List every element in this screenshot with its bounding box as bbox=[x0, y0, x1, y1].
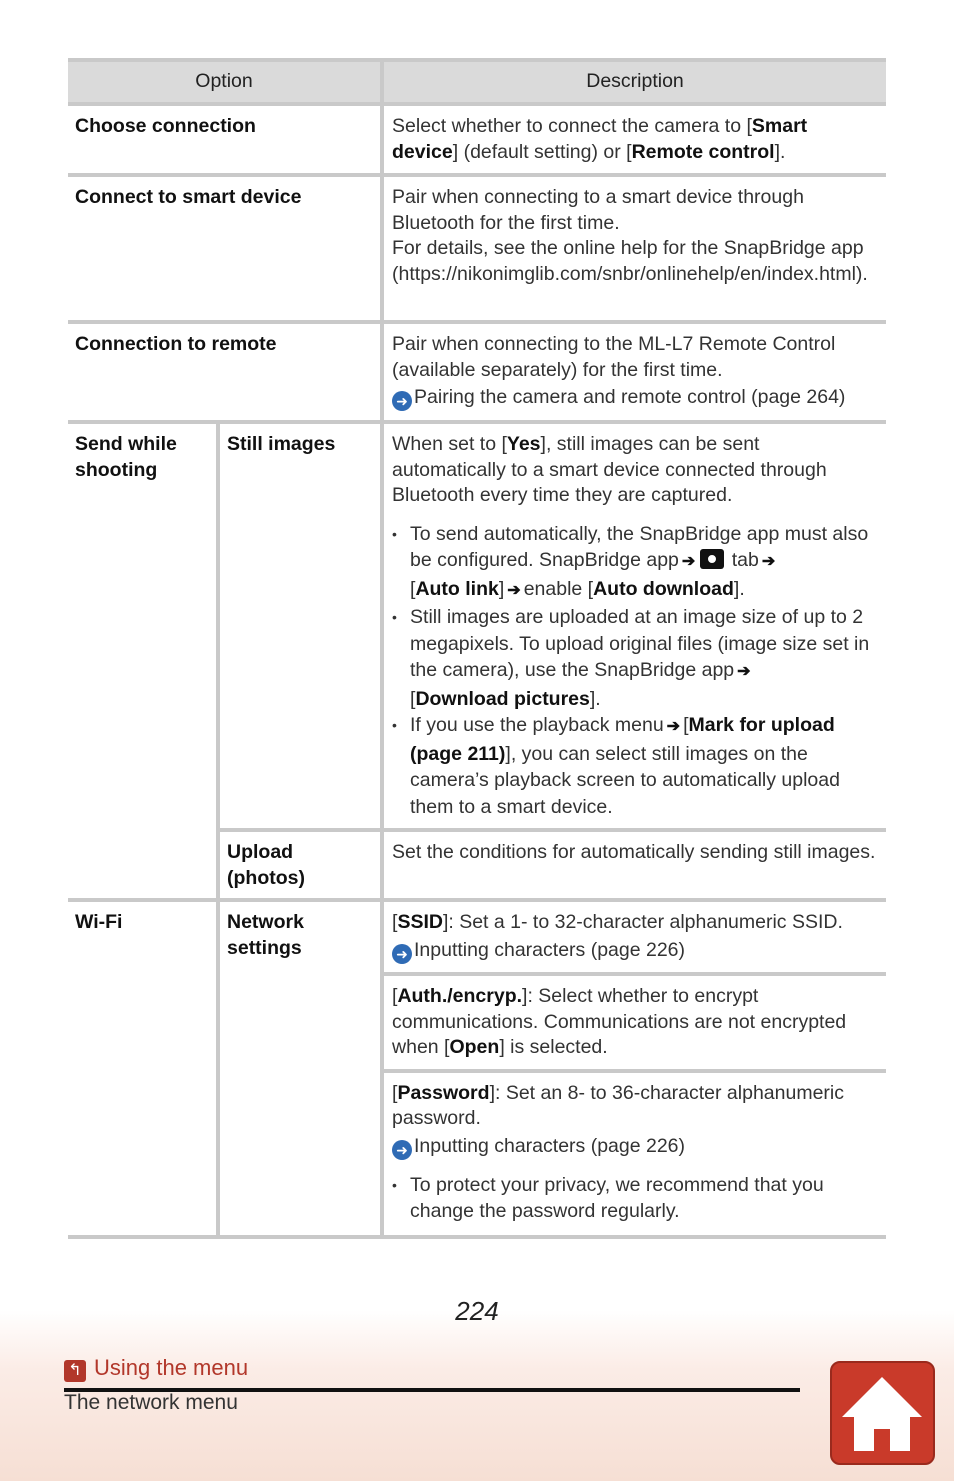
table-row bbox=[68, 322, 886, 422]
right-arrow-icon: ➔ bbox=[507, 581, 521, 599]
description-still-images: When set to [Yes], still images can be sent automatically to a smart device connected through Bluetooth every time they are captured. • To send automatically, the SnapBridge app must also be configured. SnapBridge app ➔ tab ➔ [Auto link] ➔ enable [Auto download]. • Still images are uploaded at an image size of up to 2 megapixels. To upload original files (image size set in the camera), use the SnapBridge app ➔ [Download pictures]. • If you use the playback menu ➔ [Mark for upload (page 211)], you can select still images on the camera’s playback screen to automatically upload them to a smart device. bbox=[382, 422, 886, 830]
sub-option-network-settings: Network settings bbox=[218, 900, 382, 1237]
option-wifi: Wi-Fi bbox=[68, 900, 218, 1237]
pairing-link[interactable]: ➜ Pairing the camera and remote control (page 264) bbox=[392, 385, 878, 411]
footer-subsection: The network menu bbox=[64, 1391, 238, 1414]
footer-section-label: Using the menu bbox=[94, 1355, 249, 1380]
table-row bbox=[68, 900, 886, 974]
sub-option-still-images: Still images bbox=[218, 422, 382, 830]
home-icon bbox=[832, 1363, 933, 1463]
description-connection-to-remote: Pair when connecting to the ML-L7 Remote Control (available separately) for the first time. ➜ Pairing the camera and remote control (page 264) bbox=[382, 322, 886, 422]
description-connect-smart-device: Pair when connecting to a smart device through Bluetooth for the first time. For details, see the online help for the SnapBridge app (https://nikonimglib.com/snbr/onlinehelp/en/index.html). bbox=[382, 175, 886, 322]
inputting-characters-link[interactable]: ➜ Inputting characters (page 226) bbox=[392, 1134, 878, 1160]
option-send-while-shooting: Send while shooting bbox=[68, 422, 218, 900]
right-arrow-icon: ➔ bbox=[737, 663, 751, 680]
list-item: • To send automatically, the SnapBridge app must also be configured. SnapBridge app ➔ tab ➔ [Auto link] ➔ enable [Auto download]. bbox=[392, 521, 878, 605]
description-choose-connection: Select whether to connect the camera to [Smart device] (default setting) or [Remote control]. bbox=[382, 104, 886, 175]
password-notes bbox=[392, 1172, 878, 1225]
option-connect-smart-device: Connect to smart device bbox=[68, 175, 382, 322]
description-upload-photos: Set the conditions for automatically sending still images. bbox=[382, 830, 886, 900]
list-item: • To protect your privacy, we recommend that you change the password regularly. bbox=[392, 1172, 878, 1225]
description-password: [Password]: Set an 8- to 36-character alphanumeric password. ➜ Inputting characters (page 226) • To protect your privacy, we recommend that you change the password regularly. bbox=[382, 1071, 886, 1237]
right-arrow-icon: ➔ bbox=[761, 553, 776, 570]
sub-option-upload-photos: Upload (photos) bbox=[218, 830, 382, 900]
page-number: 224 bbox=[455, 1296, 499, 1326]
list-item: • If you use the playback menu ➔ [Mark for upload (page 211)], you can select still images on the camera’s playback screen to automatically upload them to a smart device. bbox=[392, 712, 878, 820]
back-icon: ↰ bbox=[64, 1360, 86, 1382]
right-arrow-icon: ➔ bbox=[666, 718, 681, 735]
home-button[interactable] bbox=[830, 1361, 935, 1465]
camera-icon bbox=[700, 549, 724, 569]
header-description: Description bbox=[382, 60, 886, 104]
description-ssid: [SSID]: Set a 1- to 32-character alphanumeric SSID. ➜ Inputting characters (page 226) bbox=[382, 900, 886, 974]
options-table bbox=[68, 58, 886, 1239]
header-option: Option bbox=[68, 60, 382, 104]
footer-section-link[interactable] bbox=[64, 1355, 248, 1382]
right-arrow-icon: ➔ bbox=[681, 553, 696, 570]
table-header-row bbox=[68, 60, 886, 104]
circle-arrow-icon: ➜ bbox=[392, 391, 412, 411]
inputting-characters-link[interactable]: ➜ Inputting characters (page 226) bbox=[392, 938, 878, 964]
option-choose-connection: Choose connection bbox=[68, 104, 382, 175]
circle-arrow-icon: ➜ bbox=[392, 1140, 412, 1160]
still-images-notes bbox=[392, 521, 878, 821]
description-auth-encryp: [Auth./encryp.]: Select whether to encrypt communications. Communications are not encrypted when [Open] is selected. bbox=[382, 974, 886, 1071]
list-item: • Still images are uploaded at an image size of up to 2 megapixels. To upload original files (image size set in the camera), use the SnapBridge app ➔ [Download pictures]. bbox=[392, 604, 878, 712]
option-connection-to-remote: Connection to remote bbox=[68, 322, 382, 422]
circle-arrow-icon: ➜ bbox=[392, 944, 412, 964]
table-row bbox=[68, 104, 886, 175]
table-row bbox=[68, 422, 886, 830]
table-row bbox=[68, 175, 886, 322]
